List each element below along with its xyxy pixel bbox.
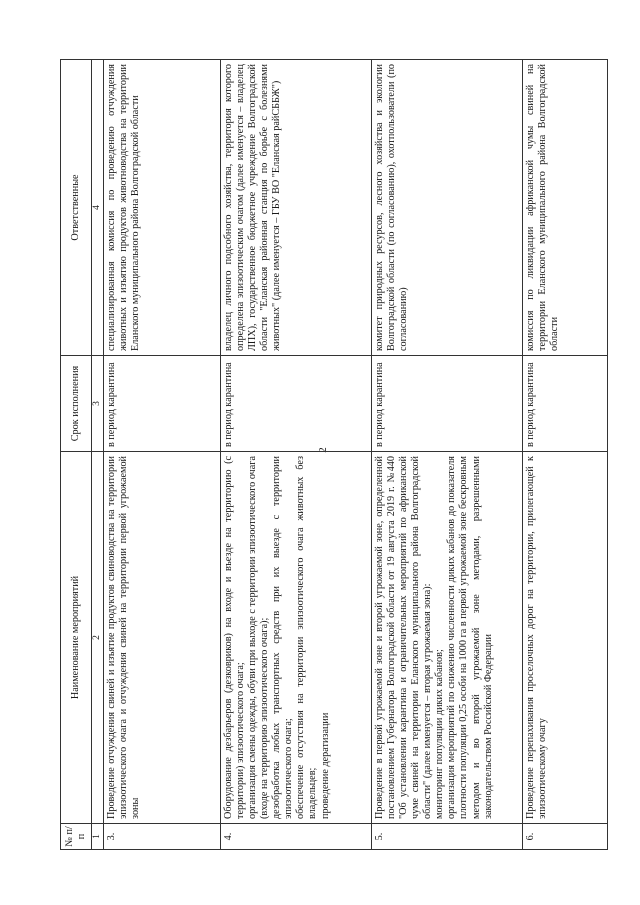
measure-name: [523, 452, 608, 824]
header-num: № п/п: [61, 824, 92, 850]
column-number: 1: [92, 824, 104, 850]
table-row: [523, 60, 608, 850]
rotated-table-sheet: [60, 60, 600, 850]
measure-line: Оборудование дезбарьеров (дезковриков) на входе и въезде на территорию (с территории) эпизоотического очага;: [223, 456, 247, 819]
row-number: 3.: [104, 824, 221, 850]
measure-line: дезобработка любых транспортных средств при их выезде с территории эпизоотического очага;: [271, 456, 295, 819]
measure-line: организация мероприятий по снижению численности диких кабанов до показателя плотности популяции 0,25 особи на 1000 га в первой угрожаемой зоне бескровным методом и во второй угрожаемой зоне методами, разрешенными законодательством Российской Федерации: [446, 456, 494, 819]
responsible-cell: владелец личного подсобного хозяйства, территория которого определена эпизоотическим очагом (далее именуется – владелец ЛПХ), государственное бюджетное учреждение Волгоградской области "Еланская районная станция по борьбе с болезнями животных" (далее именуется – ГБУ ВО "Еланская райСББЖ"): [221, 60, 372, 356]
header-deadline: Срок исполнения: [61, 356, 92, 452]
deadline-cell: в период карантина: [104, 356, 221, 452]
measure-line: организация смены одежды, обуви при выходе с территории эпизоотического очага (входе на территорию эпизоотического очага);: [247, 456, 271, 819]
responsible-cell: комиссия по ликвидации африканской чумы свиней на территории Еланского муниципального района Волгоградской области: [523, 60, 608, 356]
column-number: 3: [92, 356, 104, 452]
row-number: 5.: [372, 824, 523, 850]
header-responsible: Ответственные: [61, 60, 92, 356]
measure-name: [104, 452, 221, 824]
measure-name: [221, 452, 372, 824]
measure-line: проведение дератизации: [319, 712, 331, 819]
header-name: Наименование мероприятий: [61, 452, 92, 824]
measure-line: Проведение перепахивания проселочных дорог на территории, прилегающей к эпизоотическому очагу: [525, 456, 549, 819]
table-header-row: [61, 60, 92, 850]
page-number: 2: [317, 447, 329, 453]
measure-line: Проведение отчуждения свиней и изъятие продуктов свиноводства на территории эпизоотического очага и отчуждения свиней на территории первой угрожаемой зоны: [106, 456, 142, 819]
measures-table: [60, 59, 608, 850]
measure-line: обеспечение отсутствия на территории эпизоотического очага животных без владельцев;: [295, 456, 319, 819]
column-number: 2: [92, 452, 104, 824]
row-number: 4.: [221, 824, 372, 850]
column-number: 4: [92, 60, 104, 356]
row-number: 6.: [523, 824, 608, 850]
deadline-cell: в период карантина: [372, 356, 523, 452]
column-number-row: [92, 60, 104, 850]
table-row: [221, 60, 372, 850]
measure-name: [372, 452, 523, 824]
table-row: [104, 60, 221, 850]
measure-line: Проведение в первой угрожаемой зоне и второй угрожаемой зоне, определенной постановлением Губернатора Волгоградской области от 19 августа 2019 г. №440 "Об установлении карантина и ограничительных мероприятий по африканской чуме свиней на территории Еланского муниципального района Волгоградской области" (далее именуется – вторая угрожаемая зона):: [374, 456, 434, 819]
measure-line: мониторинг популяции диких кабанов;: [434, 649, 446, 819]
table-row: [372, 60, 523, 850]
deadline-cell: в период карантина: [523, 356, 608, 452]
responsible-cell: комитет природных ресурсов, лесного хозяйства и экологии Волгоградской области (по согласованию), охотпользователи (по согласованию): [372, 60, 523, 356]
deadline-cell: в период карантина: [221, 356, 372, 452]
responsible-cell: специализированная комиссия по проведению отчуждения животных и изъятию продуктов животноводства на территории Еланского муниципального района Волгоградской области: [104, 60, 221, 356]
